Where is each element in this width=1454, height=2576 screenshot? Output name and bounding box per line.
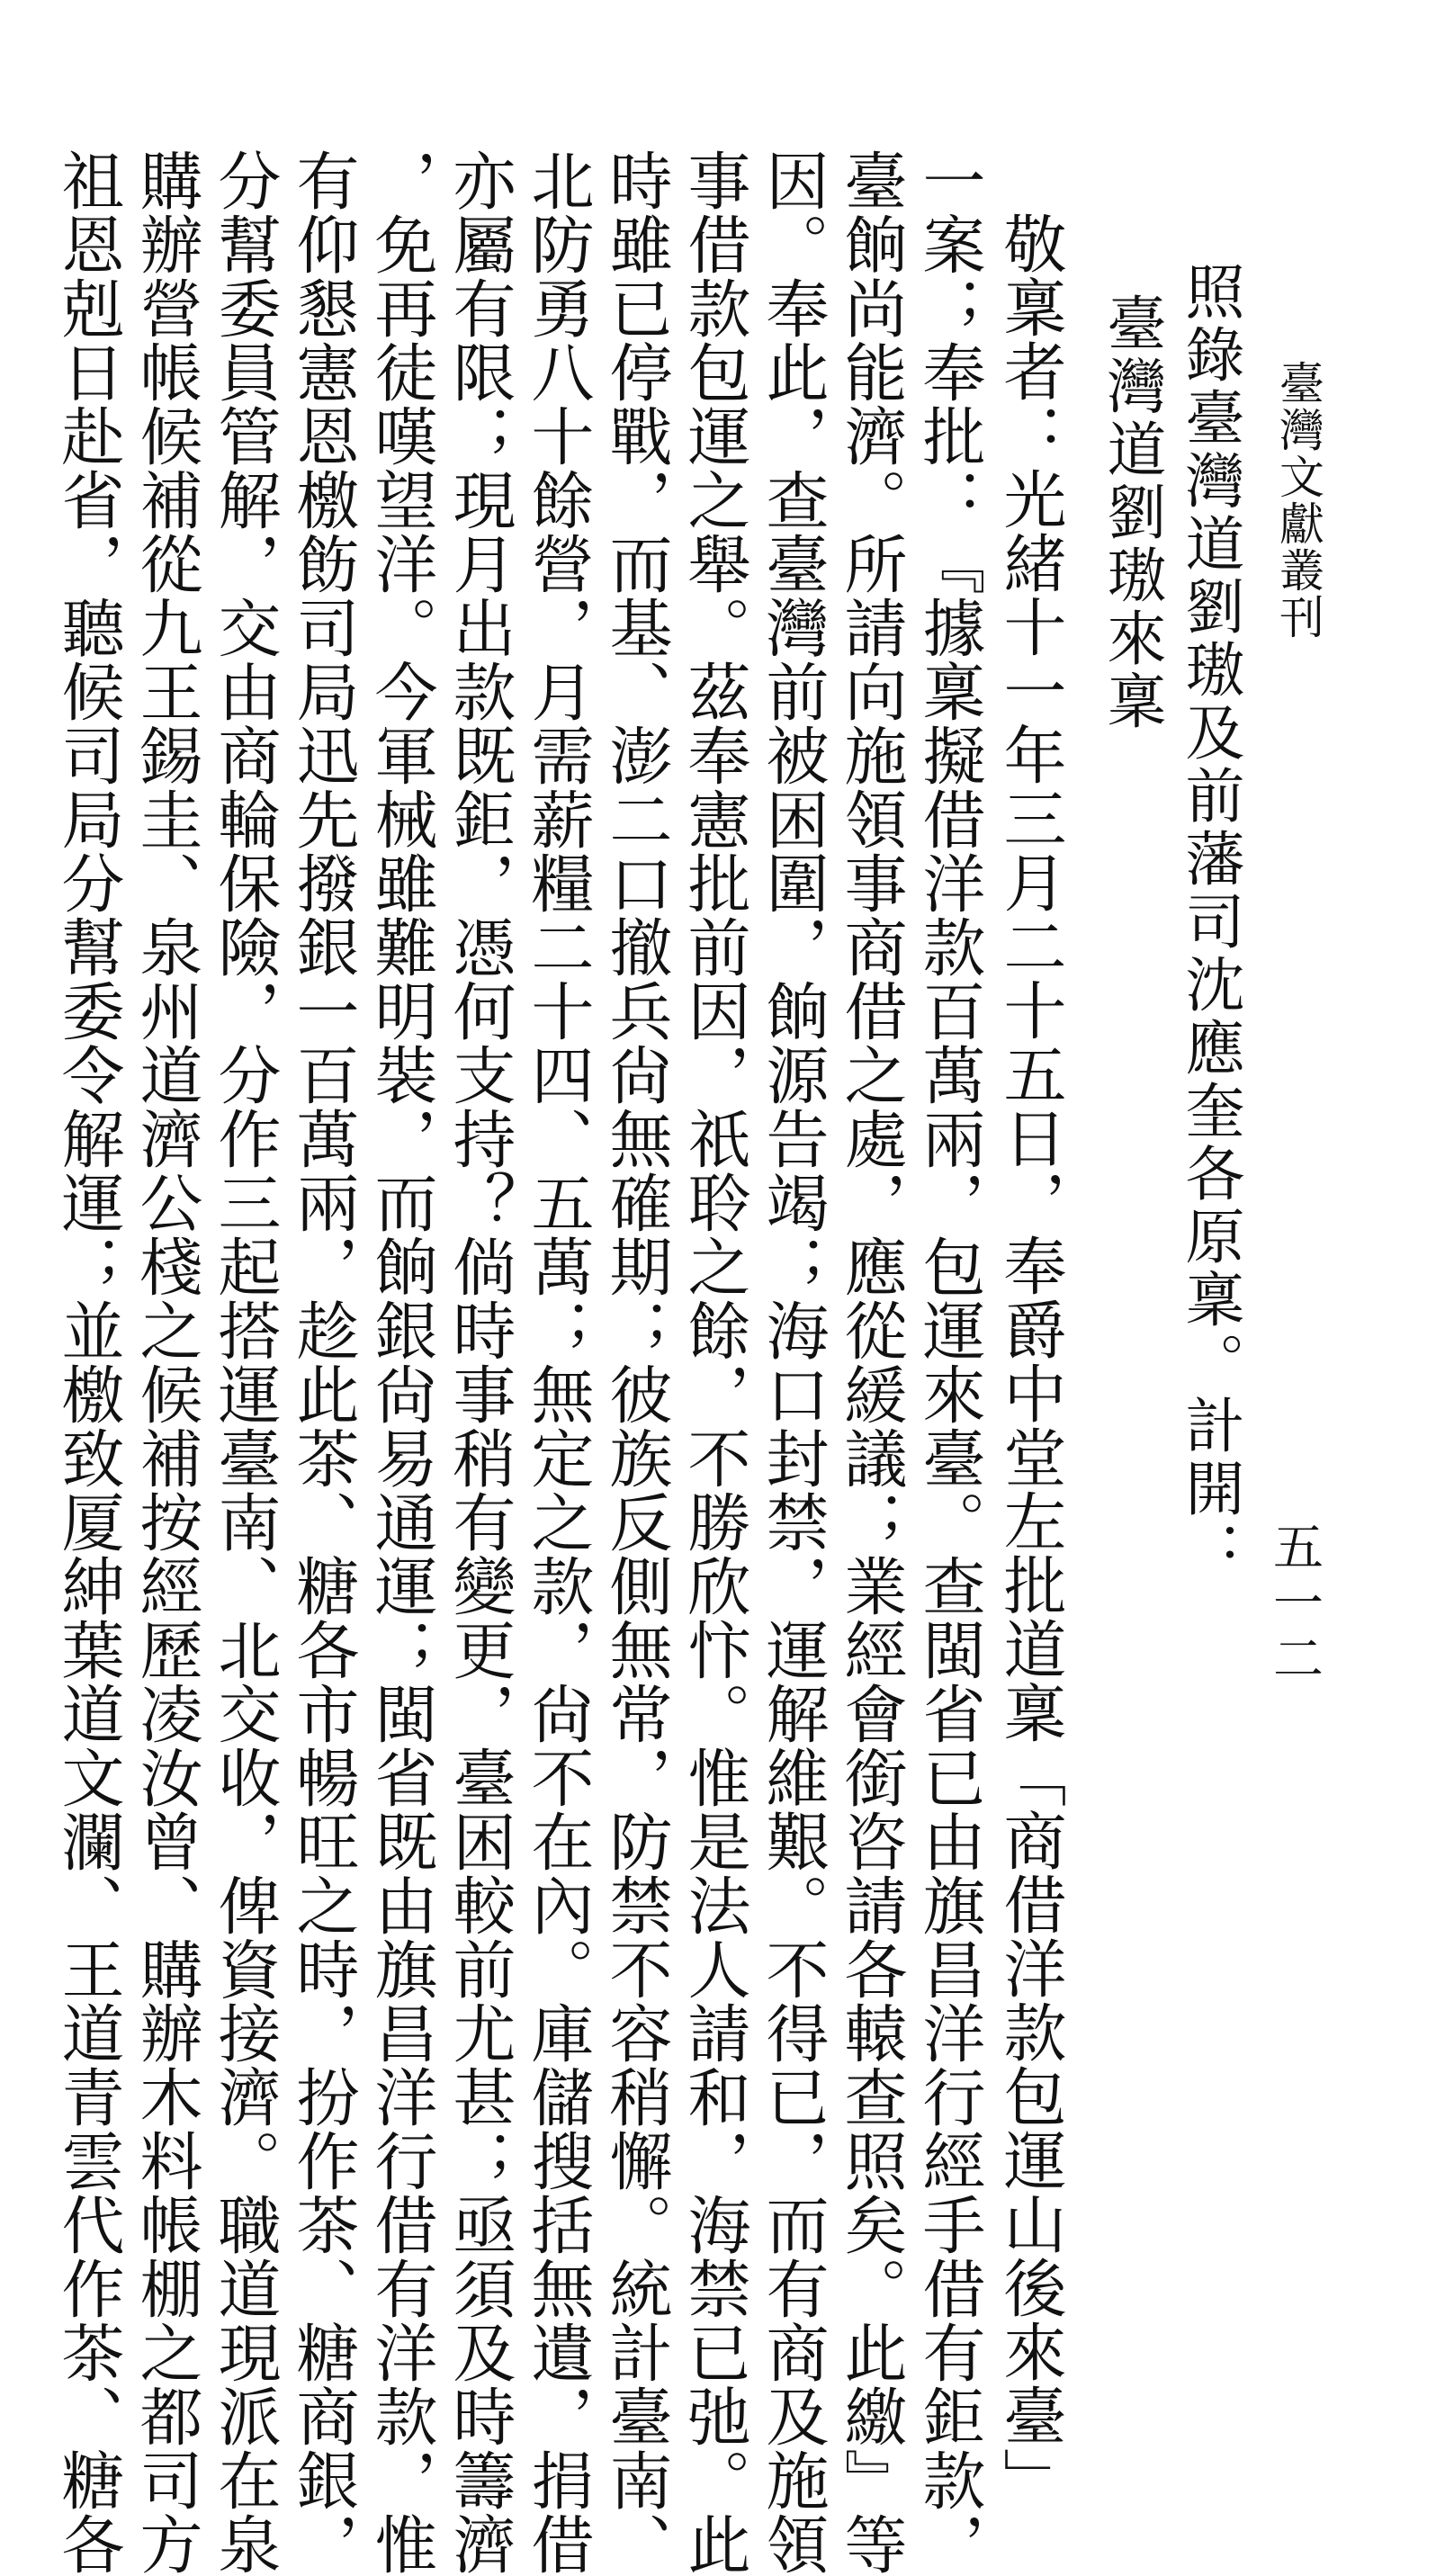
body-column: 時雖已停戰，而基、澎二口撤兵尙無確期；彼族反側無常，防禁不容稍懈。統計臺南、 xyxy=(599,148,673,2576)
body-column: 購辦營帳候補從九王錫圭、泉州道濟公棧之候補按經歷凌汝曾、購辦木料帳棚之都司方 xyxy=(130,148,203,2576)
body-column: 祖恩剋日赴省，聽候司局分幫委令解運；並檄致厦紳葉道文瀾、王道青雲代作茶、糖各 xyxy=(51,148,125,2576)
body-column: ，免再徒嘆望洋。今軍械雖難明裝，而餉銀尙易通運；閩省既由旗昌洋行借有洋款，惟 xyxy=(364,148,438,2576)
body-column: 有仰懇憲恩檄飭司局迅先撥銀一百萬兩，趁此茶、糖各市暢旺之時，扮作茶、糖商銀， xyxy=(286,148,360,2576)
body-column: 因。奉此，查臺灣前被困圍，餉源告竭；海口封禁，運解維艱。不得已，而有商及施領 xyxy=(756,148,830,2576)
body-column: 北防勇八十餘營，月需薪糧二十四、五萬；無定之款，尙不在內。庫儲搜括無遺，捐借 xyxy=(521,148,595,2576)
body-column: 事借款包運之舉。茲奉憲批前因，祇聆之餘，不勝欣忭。惟是法人請和，海禁已弛。此 xyxy=(678,148,751,2576)
body-column: 分幫委員管解，交由商輪保險，分作三起搭運臺南、北交收，俾資接濟。職道現派在泉 xyxy=(208,148,282,2576)
page-number: 五一二 xyxy=(1265,1521,1324,1688)
body-column: 亦屬有限；現月出款既鉅，憑何支持？倘時事稍有變更，臺困較前尤甚；亟須及時籌濟 xyxy=(443,148,516,2576)
document-subtitle: 臺灣道劉璈來稟 xyxy=(1097,292,1166,733)
body-column: 臺餉尚能濟。所請向施領事商借之處，應從緩議；業經會銜咨請各轅查照矣。此繳』等 xyxy=(834,148,908,2576)
body-column: 敬稟者：光緒十一年三月二十五日，奉爵中堂左批道稟「商借洋款包運山後來臺」 xyxy=(993,211,1067,2511)
body-column: 一案；奉批：『據稟擬借洋款百萬兩，包運來臺。查閩省已由旗昌洋行經手借有鉅款， xyxy=(912,148,986,2576)
document-title: 照錄臺灣道劉璈及前藩司沈應奎各原稟。計開： xyxy=(1175,261,1244,1584)
running-header: 臺灣文獻叢刊 xyxy=(1272,360,1324,641)
